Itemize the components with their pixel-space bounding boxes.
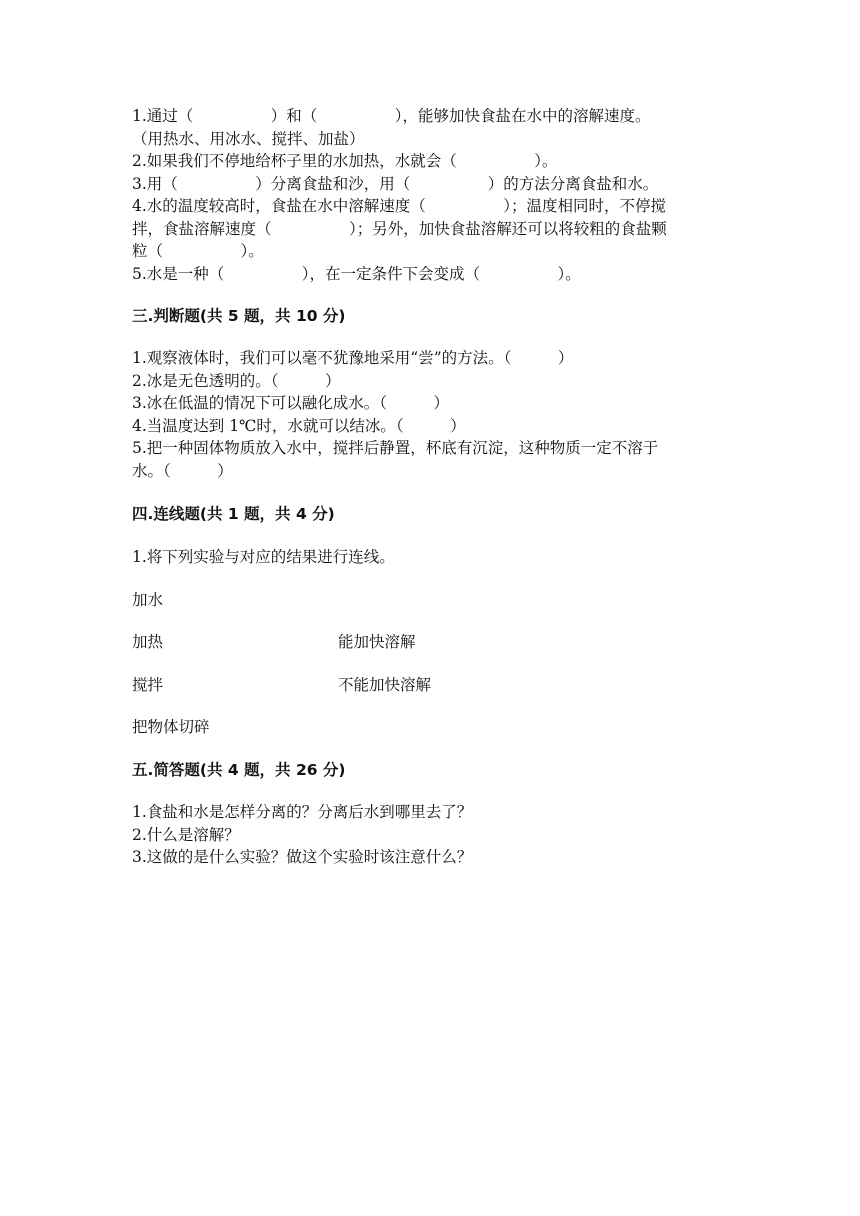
fill-in-q4-line2: 拌，食盐溶解速度（ ）；另外，加快食盐溶解还可以将较粗的食盐颗	[132, 220, 667, 238]
fill-in-q1: 1.通过（ ）和（ ），能够加快食盐在水中的溶解速度。	[132, 107, 651, 125]
fill-in-q5: 5.水是一种（ ），在一定条件下会变成（ ）。	[132, 265, 581, 283]
short-answer-section-heading: 五.简答题(共 4 题，共 26 分)	[132, 761, 346, 779]
judge-q1: 1.观察液体时，我们可以毫不犹豫地采用“尝”的方法。（ ）	[132, 349, 574, 367]
judge-q5-line2: 水。（ ）	[132, 462, 233, 480]
short-answer-q3: 3.这做的是什么实验？做这个实验时该注意什么？	[132, 848, 473, 866]
match-question: 1.将下列实验与对应的结果进行连线。	[132, 548, 395, 566]
fill-in-q2: 2.如果我们不停地给杯子里的水加热，水就会（ ）。	[132, 152, 558, 170]
fill-in-q4-line1: 4.水的温度较高时，食盐在水中溶解速度（ ）；温度相同时，不停搅	[132, 197, 667, 215]
match-right-item: 能加快溶解	[338, 633, 416, 651]
judge-q4: 4.当温度达到 1℃时，水就可以结冰。（ ）	[132, 417, 466, 435]
short-answer-q1: 1.食盐和水是怎样分离的？分离后水到哪里去了？	[132, 803, 473, 821]
judge-q2: 2.冰是无色透明的。（ ）	[132, 372, 341, 390]
fill-in-q3: 3.用（ ）分离食盐和沙，用（ ）的方法分离食盐和水。	[132, 175, 659, 193]
match-left-item: 把物体切碎	[132, 718, 210, 736]
short-answer-q2: 2.什么是溶解？	[132, 826, 240, 844]
judge-section-heading: 三.判断题(共 5 题，共 10 分)	[132, 307, 346, 325]
fill-in-q1-options: （用热水、用冰水、搅拌、加盐）	[132, 130, 365, 148]
match-section-heading: 四.连线题(共 1 题，共 4 分)	[132, 505, 335, 523]
match-left-item: 加水	[132, 591, 164, 609]
match-left-item: 加热	[132, 633, 164, 651]
match-right-item: 不能加快溶解	[338, 676, 432, 694]
judge-q5-line1: 5.把一种固体物质放入水中，搅拌后静置，杯底有沉淀，这种物质一定不溶于	[132, 439, 659, 457]
fill-in-q4-line3: 粒（ ）。	[132, 242, 264, 260]
match-left-item: 搅拌	[132, 676, 164, 694]
judge-q3: 3.冰在低温的情况下可以融化成水。（ ）	[132, 394, 450, 412]
